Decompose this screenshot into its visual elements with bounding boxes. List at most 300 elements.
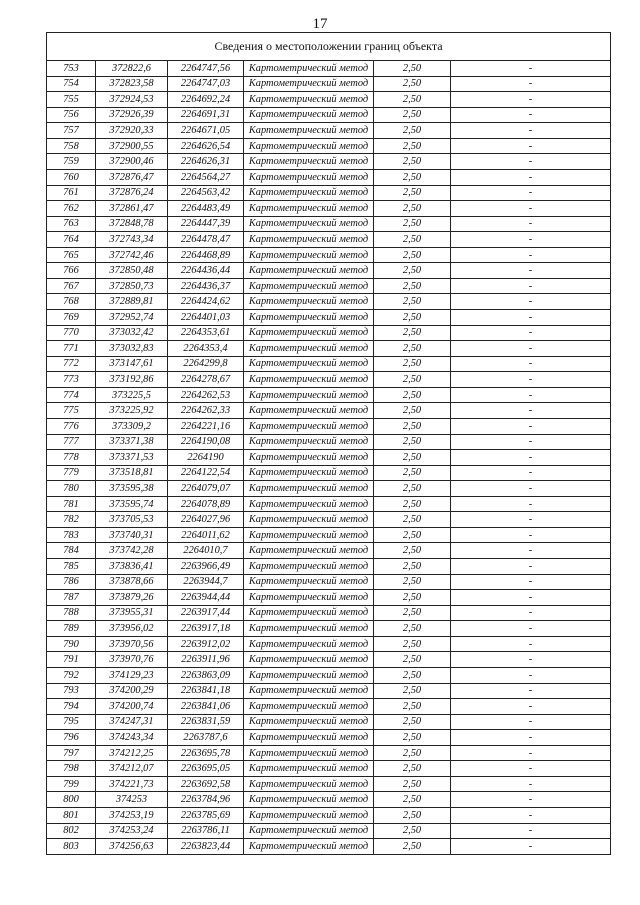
accuracy-cell: 2,50 bbox=[374, 356, 451, 372]
description-cell: - bbox=[451, 776, 611, 792]
y-coordinate-cell: 2264190,08 bbox=[168, 434, 244, 450]
description-cell: - bbox=[451, 434, 611, 450]
x-coordinate-cell: 373595,38 bbox=[96, 481, 168, 497]
point-number-cell: 800 bbox=[47, 792, 96, 808]
description-cell: - bbox=[451, 745, 611, 761]
x-coordinate-cell: 373836,41 bbox=[96, 559, 168, 575]
y-coordinate-cell: 2264262,53 bbox=[168, 387, 244, 403]
point-number-cell: 766 bbox=[47, 263, 96, 279]
table-row bbox=[47, 636, 611, 652]
description-cell: - bbox=[451, 418, 611, 434]
point-number-cell: 770 bbox=[47, 325, 96, 341]
table-row bbox=[47, 232, 611, 248]
description-cell: - bbox=[451, 92, 611, 108]
y-coordinate-cell: 2264424,62 bbox=[168, 294, 244, 310]
point-number-cell: 774 bbox=[47, 387, 96, 403]
accuracy-cell: 2,50 bbox=[374, 450, 451, 466]
method-cell: Картометрический метод bbox=[244, 232, 374, 248]
y-coordinate-cell: 2264483,49 bbox=[168, 201, 244, 217]
method-cell: Картометрический метод bbox=[244, 356, 374, 372]
x-coordinate-cell: 373225,5 bbox=[96, 387, 168, 403]
table-title: Сведения о местоположении границ объекта bbox=[47, 33, 611, 61]
y-coordinate-cell: 2264027,96 bbox=[168, 512, 244, 528]
description-cell: - bbox=[451, 310, 611, 326]
point-number-cell: 788 bbox=[47, 605, 96, 621]
accuracy-cell: 2,50 bbox=[374, 652, 451, 668]
y-coordinate-cell: 2264190 bbox=[168, 450, 244, 466]
accuracy-cell: 2,50 bbox=[374, 776, 451, 792]
point-number-cell: 799 bbox=[47, 776, 96, 792]
description-cell: - bbox=[451, 154, 611, 170]
y-coordinate-cell: 2264353,61 bbox=[168, 325, 244, 341]
table-row bbox=[47, 185, 611, 201]
method-cell: Картометрический метод bbox=[244, 808, 374, 824]
point-number-cell: 795 bbox=[47, 714, 96, 730]
x-coordinate-cell: 374212,25 bbox=[96, 745, 168, 761]
accuracy-cell: 2,50 bbox=[374, 792, 451, 808]
point-number-cell: 769 bbox=[47, 310, 96, 326]
x-coordinate-cell: 373518,81 bbox=[96, 465, 168, 481]
point-number-cell: 793 bbox=[47, 683, 96, 699]
table-row bbox=[47, 481, 611, 497]
x-coordinate-cell: 373878,66 bbox=[96, 574, 168, 590]
table-row bbox=[47, 761, 611, 777]
y-coordinate-cell: 2264447,39 bbox=[168, 216, 244, 232]
x-coordinate-cell: 374212,07 bbox=[96, 761, 168, 777]
accuracy-cell: 2,50 bbox=[374, 465, 451, 481]
x-coordinate-cell: 374253 bbox=[96, 792, 168, 808]
method-cell: Картометрический метод bbox=[244, 792, 374, 808]
point-number-cell: 768 bbox=[47, 294, 96, 310]
method-cell: Картометрический метод bbox=[244, 683, 374, 699]
point-number-cell: 785 bbox=[47, 559, 96, 575]
description-cell: - bbox=[451, 450, 611, 466]
description-cell: - bbox=[451, 823, 611, 839]
table-row bbox=[47, 590, 611, 606]
method-cell: Картометрический метод bbox=[244, 123, 374, 139]
accuracy-cell: 2,50 bbox=[374, 387, 451, 403]
accuracy-cell: 2,50 bbox=[374, 714, 451, 730]
y-coordinate-cell: 2263966,49 bbox=[168, 559, 244, 575]
x-coordinate-cell: 373879,26 bbox=[96, 590, 168, 606]
description-cell: - bbox=[451, 123, 611, 139]
method-cell: Картометрический метод bbox=[244, 216, 374, 232]
table-row bbox=[47, 667, 611, 683]
x-coordinate-cell: 372850,73 bbox=[96, 278, 168, 294]
method-cell: Картометрический метод bbox=[244, 107, 374, 123]
table-row bbox=[47, 310, 611, 326]
x-coordinate-cell: 373225,92 bbox=[96, 403, 168, 419]
method-cell: Картометрический метод bbox=[244, 278, 374, 294]
table-row bbox=[47, 605, 611, 621]
x-coordinate-cell: 373955,31 bbox=[96, 605, 168, 621]
point-number-cell: 796 bbox=[47, 730, 96, 746]
y-coordinate-cell: 2263944,44 bbox=[168, 590, 244, 606]
table-row bbox=[47, 652, 611, 668]
method-cell: Картометрический метод bbox=[244, 434, 374, 450]
accuracy-cell: 2,50 bbox=[374, 216, 451, 232]
y-coordinate-cell: 2263831,59 bbox=[168, 714, 244, 730]
x-coordinate-cell: 374256,63 bbox=[96, 839, 168, 855]
y-coordinate-cell: 2264747,56 bbox=[168, 61, 244, 77]
table-row bbox=[47, 61, 611, 77]
x-coordinate-cell: 373705,53 bbox=[96, 512, 168, 528]
x-coordinate-cell: 374221,73 bbox=[96, 776, 168, 792]
method-cell: Картометрический метод bbox=[244, 185, 374, 201]
x-coordinate-cell: 372742,46 bbox=[96, 247, 168, 263]
description-cell: - bbox=[451, 185, 611, 201]
table-row bbox=[47, 92, 611, 108]
x-coordinate-cell: 373970,56 bbox=[96, 636, 168, 652]
y-coordinate-cell: 2263823,44 bbox=[168, 839, 244, 855]
x-coordinate-cell: 372889,81 bbox=[96, 294, 168, 310]
y-coordinate-cell: 2264692,24 bbox=[168, 92, 244, 108]
description-cell: - bbox=[451, 247, 611, 263]
accuracy-cell: 2,50 bbox=[374, 185, 451, 201]
x-coordinate-cell: 372850,48 bbox=[96, 263, 168, 279]
y-coordinate-cell: 2264436,44 bbox=[168, 263, 244, 279]
y-coordinate-cell: 2264353,4 bbox=[168, 341, 244, 357]
point-number-cell: 759 bbox=[47, 154, 96, 170]
boundary-coordinates-table bbox=[46, 32, 611, 855]
x-coordinate-cell: 374200,74 bbox=[96, 699, 168, 715]
y-coordinate-cell: 2264691,31 bbox=[168, 107, 244, 123]
description-cell: - bbox=[451, 683, 611, 699]
description-cell: - bbox=[451, 263, 611, 279]
point-number-cell: 763 bbox=[47, 216, 96, 232]
point-number-cell: 753 bbox=[47, 61, 96, 77]
x-coordinate-cell: 373595,74 bbox=[96, 496, 168, 512]
table-title-row bbox=[47, 33, 611, 61]
description-cell: - bbox=[451, 605, 611, 621]
description-cell: - bbox=[451, 621, 611, 637]
point-number-cell: 771 bbox=[47, 341, 96, 357]
table-row bbox=[47, 372, 611, 388]
table-row bbox=[47, 201, 611, 217]
x-coordinate-cell: 373742,28 bbox=[96, 543, 168, 559]
method-cell: Картометрический метод bbox=[244, 450, 374, 466]
accuracy-cell: 2,50 bbox=[374, 403, 451, 419]
table-row bbox=[47, 512, 611, 528]
description-cell: - bbox=[451, 278, 611, 294]
description-cell: - bbox=[451, 761, 611, 777]
accuracy-cell: 2,50 bbox=[374, 543, 451, 559]
point-number-cell: 758 bbox=[47, 138, 96, 154]
y-coordinate-cell: 2264079,07 bbox=[168, 481, 244, 497]
point-number-cell: 762 bbox=[47, 201, 96, 217]
description-cell: - bbox=[451, 169, 611, 185]
x-coordinate-cell: 372926,39 bbox=[96, 107, 168, 123]
accuracy-cell: 2,50 bbox=[374, 61, 451, 77]
accuracy-cell: 2,50 bbox=[374, 574, 451, 590]
point-number-cell: 754 bbox=[47, 76, 96, 92]
x-coordinate-cell: 373032,83 bbox=[96, 341, 168, 357]
y-coordinate-cell: 2263787,6 bbox=[168, 730, 244, 746]
y-coordinate-cell: 2263841,18 bbox=[168, 683, 244, 699]
x-coordinate-cell: 372924,53 bbox=[96, 92, 168, 108]
description-cell: - bbox=[451, 714, 611, 730]
method-cell: Картометрический метод bbox=[244, 76, 374, 92]
method-cell: Картометрический метод bbox=[244, 481, 374, 497]
method-cell: Картометрический метод bbox=[244, 559, 374, 575]
table-row bbox=[47, 325, 611, 341]
point-number-cell: 777 bbox=[47, 434, 96, 450]
point-number-cell: 776 bbox=[47, 418, 96, 434]
method-cell: Картометрический метод bbox=[244, 574, 374, 590]
method-cell: Картометрический метод bbox=[244, 263, 374, 279]
accuracy-cell: 2,50 bbox=[374, 92, 451, 108]
point-number-cell: 794 bbox=[47, 699, 96, 715]
y-coordinate-cell: 2263944,7 bbox=[168, 574, 244, 590]
table-row bbox=[47, 107, 611, 123]
method-cell: Картометрический метод bbox=[244, 387, 374, 403]
point-number-cell: 798 bbox=[47, 761, 96, 777]
point-number-cell: 803 bbox=[47, 839, 96, 855]
description-cell: - bbox=[451, 496, 611, 512]
method-cell: Картометрический метод bbox=[244, 92, 374, 108]
x-coordinate-cell: 372861,47 bbox=[96, 201, 168, 217]
description-cell: - bbox=[451, 652, 611, 668]
description-cell: - bbox=[451, 527, 611, 543]
method-cell: Картометрический метод bbox=[244, 465, 374, 481]
point-number-cell: 778 bbox=[47, 450, 96, 466]
y-coordinate-cell: 2263786,11 bbox=[168, 823, 244, 839]
description-cell: - bbox=[451, 465, 611, 481]
table-row bbox=[47, 559, 611, 575]
method-cell: Картометрический метод bbox=[244, 247, 374, 263]
description-cell: - bbox=[451, 372, 611, 388]
accuracy-cell: 2,50 bbox=[374, 481, 451, 497]
point-number-cell: 775 bbox=[47, 403, 96, 419]
description-cell: - bbox=[451, 232, 611, 248]
accuracy-cell: 2,50 bbox=[374, 496, 451, 512]
point-number-cell: 786 bbox=[47, 574, 96, 590]
description-cell: - bbox=[451, 543, 611, 559]
point-number-cell: 783 bbox=[47, 527, 96, 543]
table-row bbox=[47, 839, 611, 855]
y-coordinate-cell: 2263695,05 bbox=[168, 761, 244, 777]
y-coordinate-cell: 2264401,03 bbox=[168, 310, 244, 326]
table-row bbox=[47, 356, 611, 372]
method-cell: Картометрический метод bbox=[244, 839, 374, 855]
x-coordinate-cell: 372743,34 bbox=[96, 232, 168, 248]
table-row bbox=[47, 450, 611, 466]
point-number-cell: 802 bbox=[47, 823, 96, 839]
accuracy-cell: 2,50 bbox=[374, 247, 451, 263]
y-coordinate-cell: 2264278,67 bbox=[168, 372, 244, 388]
point-number-cell: 789 bbox=[47, 621, 96, 637]
table-row bbox=[47, 123, 611, 139]
description-cell: - bbox=[451, 667, 611, 683]
point-number-cell: 764 bbox=[47, 232, 96, 248]
description-cell: - bbox=[451, 808, 611, 824]
y-coordinate-cell: 2263912,02 bbox=[168, 636, 244, 652]
x-coordinate-cell: 374253,19 bbox=[96, 808, 168, 824]
y-coordinate-cell: 2264478,47 bbox=[168, 232, 244, 248]
x-coordinate-cell: 373740,31 bbox=[96, 527, 168, 543]
point-number-cell: 801 bbox=[47, 808, 96, 824]
table-row bbox=[47, 169, 611, 185]
description-cell: - bbox=[451, 839, 611, 855]
point-number-cell: 780 bbox=[47, 481, 96, 497]
table-row bbox=[47, 621, 611, 637]
description-cell: - bbox=[451, 590, 611, 606]
table-row bbox=[47, 263, 611, 279]
table-row bbox=[47, 434, 611, 450]
accuracy-cell: 2,50 bbox=[374, 294, 451, 310]
accuracy-cell: 2,50 bbox=[374, 839, 451, 855]
table-row bbox=[47, 730, 611, 746]
table-row bbox=[47, 76, 611, 92]
method-cell: Картометрический метод bbox=[244, 294, 374, 310]
y-coordinate-cell: 2263917,18 bbox=[168, 621, 244, 637]
table-row bbox=[47, 216, 611, 232]
x-coordinate-cell: 373147,61 bbox=[96, 356, 168, 372]
x-coordinate-cell: 372848,78 bbox=[96, 216, 168, 232]
x-coordinate-cell: 373956,02 bbox=[96, 621, 168, 637]
accuracy-cell: 2,50 bbox=[374, 154, 451, 170]
method-cell: Картометрический метод bbox=[244, 699, 374, 715]
x-coordinate-cell: 374200,29 bbox=[96, 683, 168, 699]
point-number-cell: 765 bbox=[47, 247, 96, 263]
method-cell: Картометрический метод bbox=[244, 527, 374, 543]
method-cell: Картометрический метод bbox=[244, 341, 374, 357]
table-row bbox=[47, 154, 611, 170]
y-coordinate-cell: 2264671,05 bbox=[168, 123, 244, 139]
x-coordinate-cell: 373192,86 bbox=[96, 372, 168, 388]
y-coordinate-cell: 2264122,54 bbox=[168, 465, 244, 481]
method-cell: Картометрический метод bbox=[244, 512, 374, 528]
accuracy-cell: 2,50 bbox=[374, 823, 451, 839]
y-coordinate-cell: 2264078,89 bbox=[168, 496, 244, 512]
description-cell: - bbox=[451, 403, 611, 419]
table-row bbox=[47, 792, 611, 808]
table-row bbox=[47, 278, 611, 294]
accuracy-cell: 2,50 bbox=[374, 667, 451, 683]
point-number-cell: 767 bbox=[47, 278, 96, 294]
table-row bbox=[47, 138, 611, 154]
accuracy-cell: 2,50 bbox=[374, 559, 451, 575]
description-cell: - bbox=[451, 294, 611, 310]
x-coordinate-cell: 374243,34 bbox=[96, 730, 168, 746]
x-coordinate-cell: 372900,46 bbox=[96, 154, 168, 170]
table-row bbox=[47, 247, 611, 263]
description-cell: - bbox=[451, 792, 611, 808]
table-row bbox=[47, 574, 611, 590]
x-coordinate-cell: 372822,6 bbox=[96, 61, 168, 77]
description-cell: - bbox=[451, 559, 611, 575]
table-row bbox=[47, 418, 611, 434]
table-row bbox=[47, 808, 611, 824]
table-row bbox=[47, 341, 611, 357]
x-coordinate-cell: 374129,23 bbox=[96, 667, 168, 683]
point-number-cell: 757 bbox=[47, 123, 96, 139]
accuracy-cell: 2,50 bbox=[374, 699, 451, 715]
accuracy-cell: 2,50 bbox=[374, 683, 451, 699]
y-coordinate-cell: 2264563,42 bbox=[168, 185, 244, 201]
description-cell: - bbox=[451, 216, 611, 232]
point-number-cell: 779 bbox=[47, 465, 96, 481]
point-number-cell: 756 bbox=[47, 107, 96, 123]
table-row bbox=[47, 683, 611, 699]
y-coordinate-cell: 2264299,8 bbox=[168, 356, 244, 372]
x-coordinate-cell: 372920,33 bbox=[96, 123, 168, 139]
accuracy-cell: 2,50 bbox=[374, 138, 451, 154]
method-cell: Картометрический метод bbox=[244, 667, 374, 683]
y-coordinate-cell: 2264436,37 bbox=[168, 278, 244, 294]
description-cell: - bbox=[451, 699, 611, 715]
accuracy-cell: 2,50 bbox=[374, 761, 451, 777]
table-row bbox=[47, 403, 611, 419]
method-cell: Картометрический метод bbox=[244, 730, 374, 746]
y-coordinate-cell: 2263784,96 bbox=[168, 792, 244, 808]
method-cell: Картометрический метод bbox=[244, 154, 374, 170]
method-cell: Картометрический метод bbox=[244, 418, 374, 434]
x-coordinate-cell: 373309,2 bbox=[96, 418, 168, 434]
table-row bbox=[47, 496, 611, 512]
method-cell: Картометрический метод bbox=[244, 636, 374, 652]
table-row bbox=[47, 465, 611, 481]
description-cell: - bbox=[451, 636, 611, 652]
x-coordinate-cell: 372952,74 bbox=[96, 310, 168, 326]
x-coordinate-cell: 374247,31 bbox=[96, 714, 168, 730]
description-cell: - bbox=[451, 341, 611, 357]
accuracy-cell: 2,50 bbox=[374, 808, 451, 824]
description-cell: - bbox=[451, 356, 611, 372]
x-coordinate-cell: 373371,53 bbox=[96, 450, 168, 466]
y-coordinate-cell: 2264010,7 bbox=[168, 543, 244, 559]
description-cell: - bbox=[451, 387, 611, 403]
point-number-cell: 755 bbox=[47, 92, 96, 108]
method-cell: Картометрический метод bbox=[244, 496, 374, 512]
accuracy-cell: 2,50 bbox=[374, 372, 451, 388]
description-cell: - bbox=[451, 481, 611, 497]
description-cell: - bbox=[451, 107, 611, 123]
table-row bbox=[47, 294, 611, 310]
point-number-cell: 772 bbox=[47, 356, 96, 372]
y-coordinate-cell: 2264221,16 bbox=[168, 418, 244, 434]
method-cell: Картометрический метод bbox=[244, 621, 374, 637]
accuracy-cell: 2,50 bbox=[374, 341, 451, 357]
x-coordinate-cell: 373970,76 bbox=[96, 652, 168, 668]
accuracy-cell: 2,50 bbox=[374, 605, 451, 621]
method-cell: Картометрический метод bbox=[244, 652, 374, 668]
description-cell: - bbox=[451, 512, 611, 528]
method-cell: Картометрический метод bbox=[244, 61, 374, 77]
point-number-cell: 782 bbox=[47, 512, 96, 528]
accuracy-cell: 2,50 bbox=[374, 730, 451, 746]
description-cell: - bbox=[451, 325, 611, 341]
page-number: 17 bbox=[312, 16, 328, 32]
y-coordinate-cell: 2263692,58 bbox=[168, 776, 244, 792]
accuracy-cell: 2,50 bbox=[374, 76, 451, 92]
y-coordinate-cell: 2263785,69 bbox=[168, 808, 244, 824]
y-coordinate-cell: 2263841,06 bbox=[168, 699, 244, 715]
y-coordinate-cell: 2264011,62 bbox=[168, 527, 244, 543]
table-body bbox=[47, 33, 611, 855]
method-cell: Картометрический метод bbox=[244, 761, 374, 777]
table-row bbox=[47, 387, 611, 403]
point-number-cell: 760 bbox=[47, 169, 96, 185]
point-number-cell: 761 bbox=[47, 185, 96, 201]
y-coordinate-cell: 2264564,27 bbox=[168, 169, 244, 185]
table-row bbox=[47, 543, 611, 559]
point-number-cell: 773 bbox=[47, 372, 96, 388]
method-cell: Картометрический метод bbox=[244, 372, 374, 388]
accuracy-cell: 2,50 bbox=[374, 325, 451, 341]
method-cell: Картометрический метод bbox=[244, 776, 374, 792]
table-row bbox=[47, 776, 611, 792]
